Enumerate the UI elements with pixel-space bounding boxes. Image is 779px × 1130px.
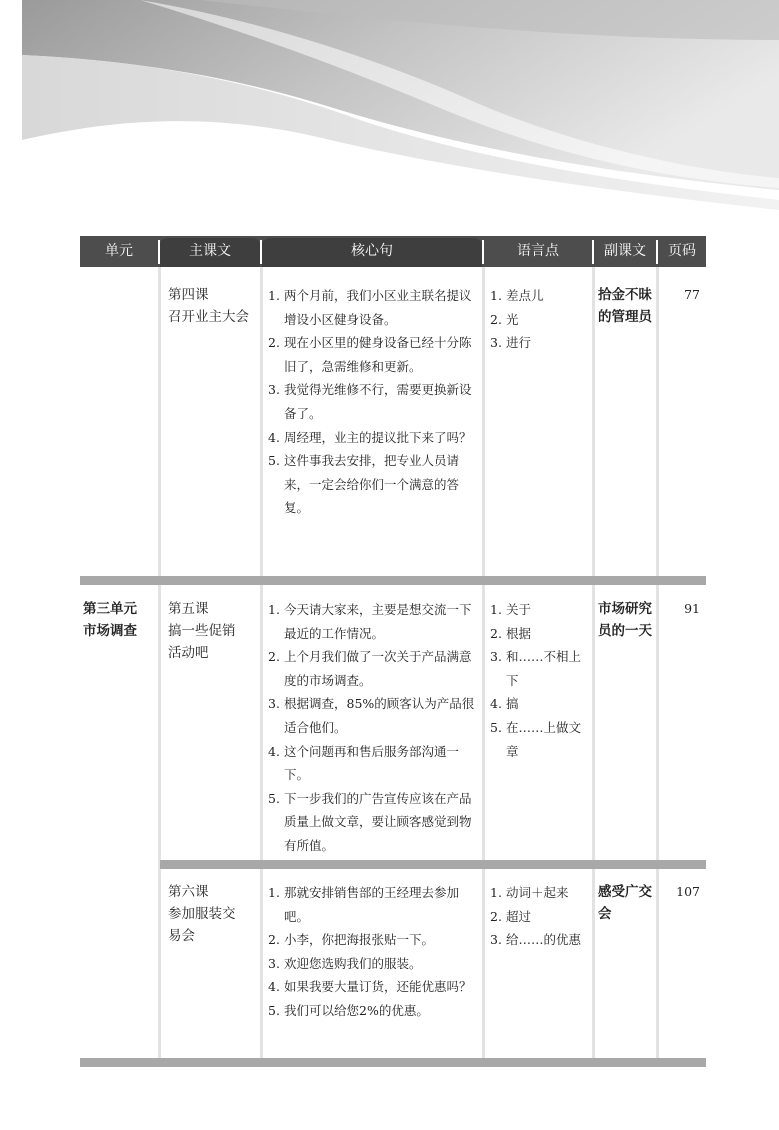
page-number: 77 <box>684 287 700 302</box>
header-unit: 单元 <box>105 243 133 259</box>
core-sentences <box>268 284 482 520</box>
list-item: 3. 欢迎您选购我们的服装。 <box>268 955 422 971</box>
list-item: 5. 我们可以给您2%的优惠。 <box>268 1002 429 1018</box>
list-item: 4. 如果我要大量订货，还能优惠吗？ <box>268 979 472 995</box>
lesson-title: 召开业主大会 <box>168 309 249 325</box>
header-core: 核心句 <box>351 243 393 259</box>
list-item: 3. 我觉得光维修不行，需要更换新设备了。 <box>268 382 472 421</box>
sub-text: 拾金不昧的管理员 <box>598 287 652 325</box>
table-bottom-bar <box>80 1058 706 1067</box>
table-row <box>80 881 706 1056</box>
lesson-cell <box>168 881 260 947</box>
decorative-header-swoosh <box>0 0 779 210</box>
table-row <box>80 598 706 860</box>
core-sentences <box>268 881 482 1023</box>
lesson-title: 搞一些促销 <box>168 623 236 639</box>
lesson-number: 第五课 <box>168 601 209 617</box>
lesson-title: 易会 <box>168 928 195 944</box>
unit-number: 第三单元 <box>83 601 137 617</box>
curriculum-table <box>80 236 706 1018</box>
list-item: 2. 上个月我们做了一次关于产品满意度的市场调查。 <box>268 649 472 688</box>
lesson-cell <box>168 598 260 664</box>
list-item: 1. 今天请大家来，主要是想交流一下最近的工作情况。 <box>268 602 472 641</box>
unit-title: 市场调查 <box>83 623 137 639</box>
header-page: 页码 <box>668 243 696 259</box>
lesson-title: 参加服装交 <box>168 906 236 922</box>
list-item: 3. 根据调查，85%的顾客认为产品很适合他们。 <box>268 696 475 735</box>
list-item: 2. 超过 <box>490 908 532 924</box>
lesson-cell <box>168 284 260 328</box>
list-item: 1. 那就安排销售部的王经理去参加吧。 <box>268 885 460 924</box>
list-item: 4. 周经理，业主的提议批下来了吗？ <box>268 429 472 445</box>
list-item: 2. 现在小区里的健身设备已经十分陈旧了，急需维修和更新。 <box>268 335 472 374</box>
language-points <box>490 881 590 952</box>
list-item: 3. 给……的优惠 <box>490 932 582 948</box>
sub-text: 感受广交会 <box>598 884 652 922</box>
lesson-number: 第四课 <box>168 287 209 303</box>
list-item: 1. 两个月前，我们小区业主联名提议增设小区健身设备。 <box>268 288 472 327</box>
lesson-title: 活动吧 <box>168 645 209 661</box>
list-item: 1. 动词＋起来 <box>490 885 569 900</box>
list-item: 1. 关于 <box>490 602 532 617</box>
lesson-number: 第六课 <box>168 884 209 900</box>
language-points <box>490 598 590 763</box>
list-item: 4. 这个问题再和售后服务部沟通一下。 <box>268 743 460 783</box>
header-sub: 副课文 <box>604 243 646 259</box>
header-main-text: 主课文 <box>189 243 231 259</box>
list-item: 5. 在……上做文章 <box>490 719 582 759</box>
page-number: 107 <box>676 884 700 899</box>
list-item: 1. 差点儿 <box>490 288 544 303</box>
list-item: 5. 下一步我们的广告宣传应该在产品质量上做文章，要让顾客感觉到物有所值。 <box>268 790 472 853</box>
list-item: 2. 小李，你把海报张贴一下。 <box>268 932 435 948</box>
header-lang: 语言点 <box>517 243 559 259</box>
list-item: 2. 根据 <box>490 625 532 641</box>
unit-cell <box>83 598 159 642</box>
table-header <box>80 236 706 267</box>
list-item: 3. 和……不相上下 <box>490 649 582 688</box>
row-divider <box>160 860 706 869</box>
list-item: 2. 光 <box>490 311 519 327</box>
language-points <box>490 284 590 355</box>
list-item: 5. 这件事我去安排，把专业人员请来，一定会给你们一个满意的答复。 <box>268 453 460 516</box>
list-item: 4. 搞 <box>490 696 519 712</box>
page-number: 91 <box>684 601 700 616</box>
table-row <box>80 284 706 574</box>
sub-text: 市场研究员的一天 <box>598 601 652 639</box>
row-divider <box>80 576 706 585</box>
core-sentences <box>268 598 482 858</box>
list-item: 3. 进行 <box>490 335 532 351</box>
